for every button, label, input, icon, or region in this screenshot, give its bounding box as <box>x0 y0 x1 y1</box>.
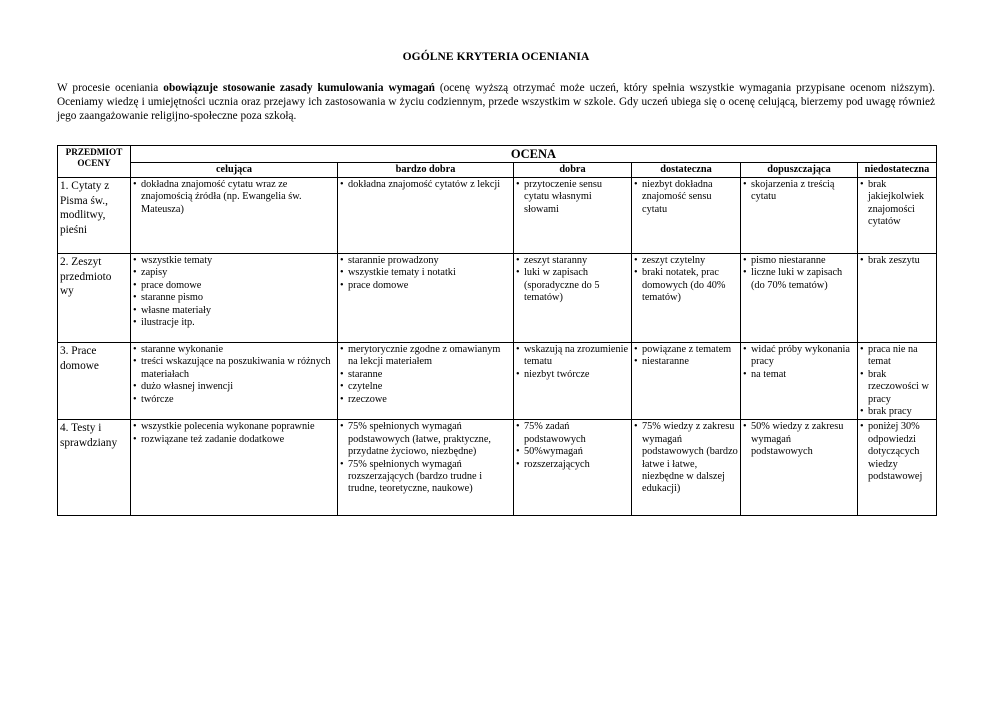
table-row <box>58 420 937 516</box>
list-item: • widać próby wykonania pracy <box>743 344 855 369</box>
grading-criteria-table <box>57 145 937 516</box>
criteria-cell <box>741 420 858 516</box>
list-item: • prace domowe <box>133 280 335 292</box>
grade-header: dobra <box>514 163 632 178</box>
list-item: • twórcze <box>133 394 335 406</box>
criteria-cell <box>131 254 338 343</box>
criteria-list <box>634 421 738 495</box>
criteria-list <box>133 421 335 446</box>
criteria-cell <box>741 343 858 420</box>
list-item: • własne materiały <box>133 305 335 317</box>
list-item: • liczne luki w zapisach (do 70% tematów) <box>743 267 855 292</box>
list-item: • niezbyt dokładna znajomość sensu cytatu <box>634 179 738 216</box>
intro-text-start: W procesie oceniania <box>57 82 164 94</box>
list-item: • brak rzeczowości w pracy <box>860 369 934 406</box>
list-item: • zapisy <box>133 267 335 279</box>
criteria-list <box>340 421 511 495</box>
criteria-cell <box>338 178 514 254</box>
list-item: • ilustracje itp. <box>133 317 335 329</box>
criteria-cell <box>858 178 937 254</box>
criteria-cell <box>131 178 338 254</box>
list-item: • braki notatek, prac domowych (do 40% tematów) <box>634 267 738 304</box>
list-item: • 75% spełnionych wymagań podstawowych (łatwe, praktyczne, przydatne życiowo, niezbędne) <box>340 421 511 458</box>
intro-paragraph <box>57 81 935 124</box>
criteria-cell <box>514 178 632 254</box>
table-row <box>58 254 937 343</box>
criteria-list <box>860 255 934 267</box>
grade-header: dostateczna <box>632 163 741 178</box>
list-item: • 75% wiedzy z zakresu wymagań podstawowych (bardzo łatwe i łatwe, niezbędne w dalszej edukacji) <box>634 421 738 495</box>
list-item: • rozwiązane też zadanie dodatkowe <box>133 434 335 446</box>
criteria-cell <box>514 343 632 420</box>
grade-header: niedostateczna <box>858 163 937 178</box>
criteria-list <box>133 179 335 216</box>
list-item: • luki w zapisach (sporadyczne do 5 tematów) <box>516 267 629 304</box>
criteria-list <box>743 255 855 292</box>
subject-cell: 4. Testy i sprawdziany <box>58 420 131 516</box>
criteria-list <box>634 344 738 369</box>
list-item: • dużo własnej inwencji <box>133 381 335 393</box>
list-item: • poniżej 30% odpowiedzi dotyczących wiedzy podstawowej <box>860 421 934 483</box>
criteria-list <box>860 421 934 483</box>
list-item: • prace domowe <box>340 280 511 292</box>
grade-header: dopuszczająca <box>741 163 858 178</box>
subject-cell: 3. Prace domowe <box>58 343 131 420</box>
criteria-list <box>743 344 855 381</box>
list-item: • pismo niestaranne <box>743 255 855 267</box>
grade-header: bardzo dobra <box>338 163 514 178</box>
grade-names-row <box>58 163 937 178</box>
grade-group-header: OCENA <box>131 146 937 163</box>
list-item: • niezbyt twórcze <box>516 369 629 381</box>
criteria-cell <box>632 343 741 420</box>
list-item: • zeszyt staranny <box>516 255 629 267</box>
criteria-cell <box>858 254 937 343</box>
list-item: • powiązane z tematem <box>634 344 738 356</box>
criteria-list <box>340 179 511 191</box>
criteria-cell <box>131 420 338 516</box>
list-item: • merytorycznie zgodne z omawianym na lekcji materiałem <box>340 344 511 369</box>
criteria-list <box>743 421 855 458</box>
criteria-list <box>340 255 511 292</box>
criteria-cell <box>338 254 514 343</box>
list-item: • wszystkie polecenia wykonane poprawnie <box>133 421 335 433</box>
intro-bold-rule: obowiązuje stosowanie zasady kumulowania wymagań <box>163 82 435 94</box>
grade-header: celująca <box>131 163 338 178</box>
list-item: • brak jakiejkolwiek znajomości cytatów <box>860 179 934 229</box>
criteria-list <box>860 344 934 418</box>
list-item: • skojarzenia z treścią cytatu <box>743 179 855 204</box>
subject-column-header: PRZEDMIOT OCENY <box>58 146 131 178</box>
criteria-list <box>860 179 934 229</box>
list-item: • staranne wykonanie <box>133 344 335 356</box>
list-item: • praca nie na temat <box>860 344 934 369</box>
list-item: • przytoczenie sensu cytatu własnymi słowami <box>516 179 629 216</box>
criteria-rows <box>58 178 937 516</box>
criteria-list <box>516 344 629 381</box>
criteria-cell <box>741 178 858 254</box>
list-item: • brak pracy <box>860 406 934 418</box>
table-row <box>58 178 937 254</box>
subject-cell: 2. Zeszyt przedmioto wy <box>58 254 131 343</box>
list-item: • 50% wiedzy z zakresu wymagań podstawowych <box>743 421 855 458</box>
list-item: • dokładna znajomość cytatu wraz ze znajomością źródła (np. Ewangelia św. Mateusza) <box>133 179 335 216</box>
list-item: • niestaranne <box>634 356 738 368</box>
criteria-cell <box>338 343 514 420</box>
list-item: • 50%wymagań <box>516 446 629 458</box>
list-item: • rozszerzających <box>516 459 629 471</box>
list-item: • 75% spełnionych wymagań rozszerzających (bardzo trudne i trudne, teoretyczne, naukowe) <box>340 459 511 496</box>
criteria-cell <box>632 254 741 343</box>
list-item: • brak zeszytu <box>860 255 934 267</box>
intro-text-rest: (ocenę wyższą otrzymać może uczeń, który spełnia wszystkie wymagania przypisane ocenom niższym). Oceniamy wiedzę i umiejętności ucznia oraz przejawy ich zastosowania w życiu codziennym, przede wszystkim w szkole. Gdy uczeń ubiega się o ocenę celującą, bierzemy pod uwagę również jego zaangażowanie religijno-społeczne poza szkołą. <box>57 82 935 123</box>
list-item: • wskazują na zrozumienie tematu <box>516 344 629 369</box>
criteria-cell <box>514 254 632 343</box>
list-item: • wszystkie tematy <box>133 255 335 267</box>
criteria-cell <box>514 420 632 516</box>
list-item: • na temat <box>743 369 855 381</box>
criteria-cell <box>741 254 858 343</box>
list-item: • starannie prowadzony <box>340 255 511 267</box>
criteria-list <box>634 179 738 216</box>
list-item: • treści wskazujące na poszukiwania w różnych materiałach <box>133 356 335 381</box>
list-item: • dokładna znajomość cytatów z lekcji <box>340 179 511 191</box>
list-item: • zeszyt czytelny <box>634 255 738 267</box>
criteria-list <box>516 255 629 305</box>
criteria-list <box>634 255 738 305</box>
criteria-cell <box>632 420 741 516</box>
criteria-cell <box>338 420 514 516</box>
list-item: • czytelne <box>340 381 511 393</box>
criteria-cell <box>131 343 338 420</box>
subject-cell: 1. Cytaty z Pisma św., modlitwy, pieśni <box>58 178 131 254</box>
criteria-cell <box>632 178 741 254</box>
criteria-list <box>133 255 335 329</box>
list-item: • rzeczowe <box>340 394 511 406</box>
criteria-list <box>516 179 629 216</box>
criteria-cell <box>858 420 937 516</box>
criteria-list <box>340 344 511 406</box>
list-item: • wszystkie tematy i notatki <box>340 267 511 279</box>
criteria-list <box>743 179 855 204</box>
list-item: • staranne pismo <box>133 292 335 304</box>
criteria-cell <box>858 343 937 420</box>
list-item: • staranne <box>340 369 511 381</box>
page-title: OGÓLNE KRYTERIA OCENIANIA <box>402 51 590 63</box>
criteria-list <box>516 421 629 471</box>
criteria-list <box>133 344 335 406</box>
table-header-row <box>58 146 937 163</box>
list-item: • 75% zadań podstawowych <box>516 421 629 446</box>
table-row <box>58 343 937 420</box>
